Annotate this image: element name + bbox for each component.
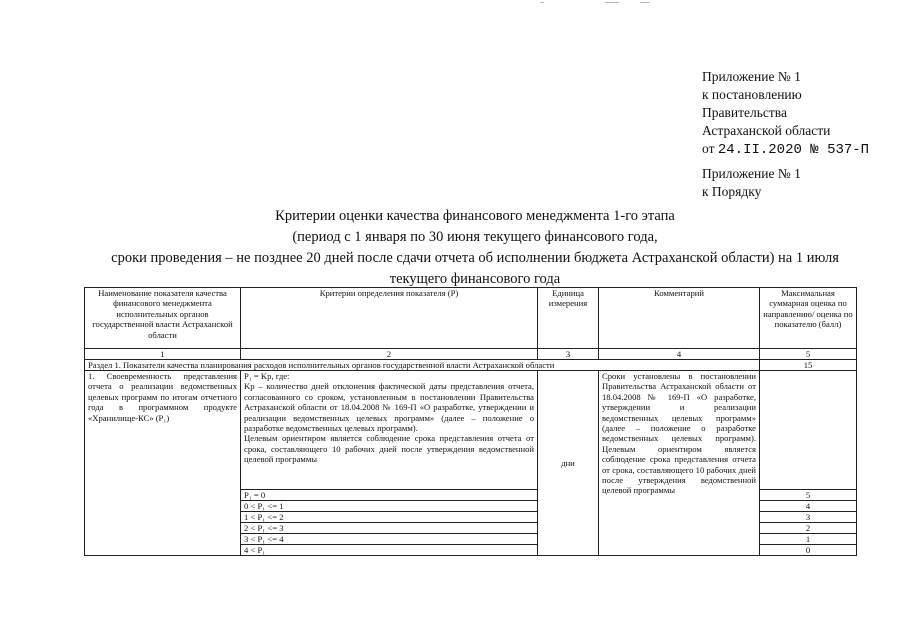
title-line: текущего финансового года xyxy=(389,271,561,287)
header-cell: Наименование показателя качества финансового менеджмента исполнительных органов государственной власти Астраханской области xyxy=(85,288,241,349)
criteria-condition: 4 < P₁ xyxy=(241,545,538,556)
column-number: 4 xyxy=(599,349,760,360)
document-title xyxy=(60,206,890,290)
criteria-condition: 3 < P₁ <= 4 xyxy=(241,534,538,545)
criteria-score: 4 xyxy=(760,501,857,512)
criteria-table xyxy=(84,287,857,556)
indicator-criteria xyxy=(241,371,538,490)
header-row xyxy=(85,288,857,349)
indicator-description: Kp – количество дней отклонения фактической даты представления отчета, согласованного со сроком, установленным в постановлении Правительства Астраханской области от 18.04.2008 № 169-П «О разработке, утверждении и реализации ведомственных целевых программ» (далее – положение о разработке ведомственных целевых программ). xyxy=(244,381,534,434)
header-cell: Комментарий xyxy=(599,288,760,349)
criteria-score: 1 xyxy=(760,534,857,545)
indicator-comment: Сроки установлены в постановлении Правительства Астраханской области от 18.04.2008 № 169-П «О разработке, утверждении и реализации ведомственных целевых программ» (далее – положение о разработке ведомственных целевых программ). Целевым ориентиром является соблюдение срока представления отчета от срока, составляющего 10 рабочих дней после утверждения ведомственной целевой программы xyxy=(599,371,760,556)
criteria-score: 2 xyxy=(760,523,857,534)
scan-artifact xyxy=(640,2,650,3)
header-cell: Максимальная суммарная оценка по направлению/ оценка по показателю (балл) xyxy=(760,288,857,349)
appendix-date-number: 24.II.2020 № 537-П xyxy=(717,142,870,158)
scan-artifact xyxy=(540,2,544,3)
section-row xyxy=(85,360,857,371)
section-score: 15 xyxy=(760,360,857,371)
column-number-row xyxy=(85,349,857,360)
score-blank xyxy=(760,371,857,490)
title-line: (период с 1 января по 30 июня текущего финансового года, xyxy=(292,229,658,245)
criteria-condition: 1 < P₁ <= 2 xyxy=(241,512,538,523)
column-number: 1 xyxy=(85,349,241,360)
scan-artifact xyxy=(605,2,619,3)
title-line: Критерии оценки качества финансового менеджмента 1-го этапа xyxy=(275,208,675,224)
appendix-line: Приложение № 1 xyxy=(702,166,801,181)
appendix-line: к Порядку xyxy=(702,184,762,199)
criteria-score: 3 xyxy=(760,512,857,523)
criteria-condition: P₁ = 0 xyxy=(241,490,538,501)
section-label: Раздел 1. Показатели качества планирования расходов исполнительных органов государственной власти Астраханской области xyxy=(85,360,760,371)
appendix-line: к постановлению xyxy=(702,87,802,102)
appendix-block xyxy=(702,68,869,201)
appendix-date-prefix: от xyxy=(702,141,715,156)
appendix-line: Правительства xyxy=(702,105,787,120)
column-number: 3 xyxy=(538,349,599,360)
header-cell: Единица измерения xyxy=(538,288,599,349)
indicator-name: 1. Своевременность представления отчета о реализации ведомственных целевых программ по итогам отчетного года в программном продукте «Хранилище-КС» (P₁) xyxy=(85,371,241,556)
indicator-row xyxy=(85,371,857,490)
criteria-condition: 0 < P₁ <= 1 xyxy=(241,501,538,512)
appendix-line: Астраханской области xyxy=(702,123,831,138)
header-cell: Критерии определения показателя (P) xyxy=(241,288,538,349)
criteria-score: 0 xyxy=(760,545,857,556)
column-number: 5 xyxy=(760,349,857,360)
criteria-score: 5 xyxy=(760,490,857,501)
indicator-formula: P₁ = Kp, где: xyxy=(244,371,290,381)
appendix-line: Приложение № 1 xyxy=(702,69,801,84)
criteria-condition: 2 < P₁ <= 3 xyxy=(241,523,538,534)
column-number: 2 xyxy=(241,349,538,360)
indicator-unit: дни xyxy=(538,371,599,556)
title-line: сроки проведения – не позднее 20 дней после сдачи отчета об исполнении бюджета Астраханской области) на 1 июля xyxy=(111,250,839,266)
appendix-date-line xyxy=(702,140,869,159)
indicator-target: Целевым ориентиром является соблюдение срока представления отчета от срока, составляющего 10 рабочих дней после утверждения ведомственной целевой программы xyxy=(244,433,534,465)
